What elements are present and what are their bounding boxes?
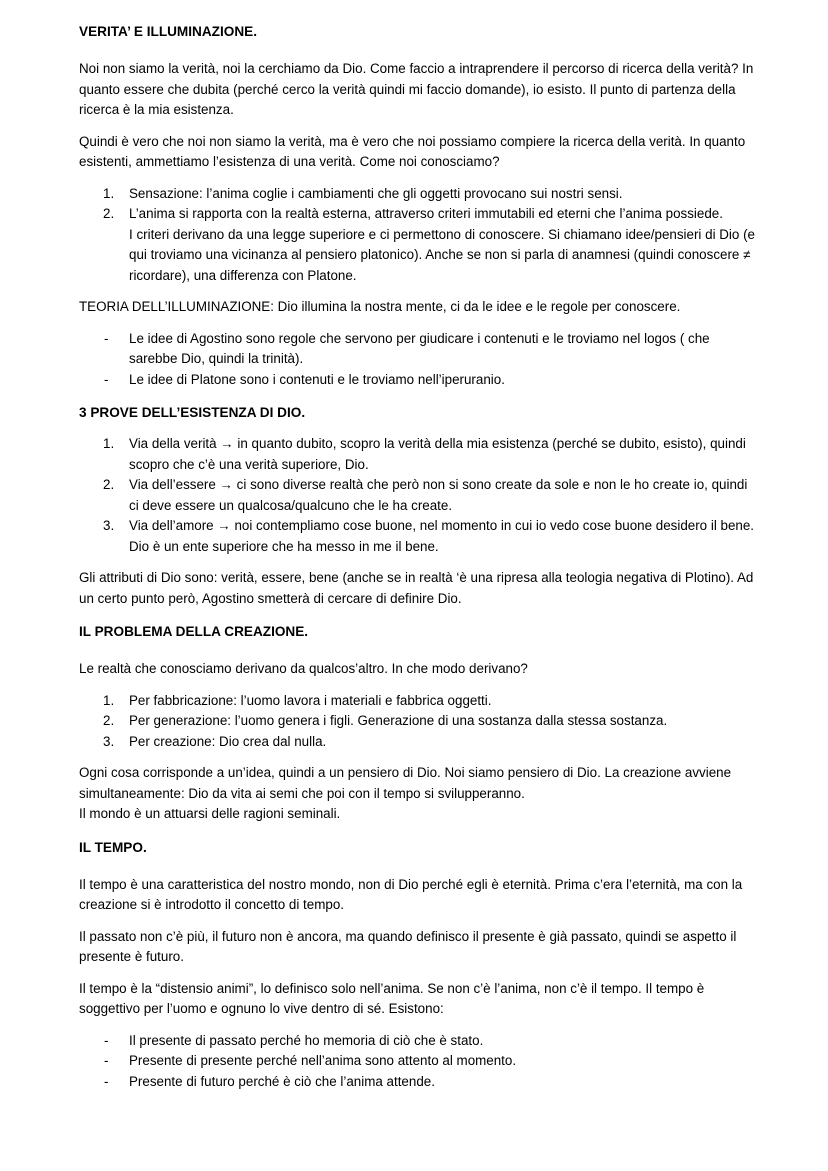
list-item xyxy=(79,732,759,753)
list-item-text: Presente di presente perché nell’anima sono attento al momento. xyxy=(129,1053,517,1068)
list-marker: 1. xyxy=(103,185,115,201)
list-marker: 2. xyxy=(103,206,115,221)
paragraph: TEORIA DELL’ILLUMINAZIONE: Dio illumina la nostra mente, ci da le idee e le regole per conoscere. xyxy=(79,299,681,314)
document-page xyxy=(79,22,759,1103)
list-item xyxy=(79,184,759,205)
list-item-text: Le idee di Agostino sono regole che servono per giudicare i contenuti e le troviamo nel logos ( che sarebbe Dio, quindi la trinità). xyxy=(129,330,710,366)
list-item-text: Sensazione: l’anima coglie i cambiamenti che gli oggetti provocano sui nostri sensi. xyxy=(129,185,623,201)
list-item xyxy=(79,370,759,391)
bullet-list xyxy=(79,1031,759,1093)
paragraph xyxy=(79,763,759,825)
list-item xyxy=(79,711,759,732)
list-item xyxy=(79,434,759,475)
list-item-text: Le idee di Platone sono i contenuti e le troviamo nell’iperuranio. xyxy=(129,371,505,387)
list-marker: 2. xyxy=(103,477,115,492)
list-item xyxy=(79,329,759,370)
list-item-text: L’anima si rapporta con la realtà esterna, attraverso criteri immutabili ed eterni che l’anima possiede. xyxy=(129,206,723,221)
list-marker: - xyxy=(104,1053,109,1068)
list-item-text: Via della verità → in quanto dubito, scopro la verità della mia esistenza (perché se dubito, esisto), quindi scopro che c’è una verità superiore, Dio. xyxy=(129,436,746,472)
list-item xyxy=(79,1072,759,1093)
section-title-verita: VERITA’ E ILLUMINAZIONE. xyxy=(79,24,257,39)
paragraph-line: Il mondo è un attuarsi delle ragioni seminali. xyxy=(79,806,341,821)
list-item-text: Via dell’essere → ci sono diverse realtà che però non si sono create da sole e non le ho create io, quindi ci deve essere un qualcosa/qualcuno che le ha create. xyxy=(129,477,748,513)
list-marker: 3. xyxy=(103,733,115,749)
list-item xyxy=(79,1031,759,1052)
paragraph: Il passato non c’è più, il futuro non è ancora, ma quando definisco il presente è già passato, quindi se aspetto il presente è futuro. xyxy=(79,928,737,964)
paragraph: Noi non siamo la verità, noi la cerchiamo da Dio. Come faccio a intraprendere il percorso di ricerca della verità? In quanto essere che dubita (perché cerco la verità quindi mi faccio domande), io esisto. Il punto di partenza della ricerca è la mia esistenza. xyxy=(79,61,754,117)
paragraph: Il tempo è la “distensio animi”, lo definisco solo nell’anima. Se non c’è l’anima, non c’è il tempo. Il tempo è soggettivo per l’uomo e ognuno lo vive dentro di sé. Esistono: xyxy=(79,980,705,1016)
list-marker: 3. xyxy=(103,518,115,533)
list-item xyxy=(79,516,759,557)
list-item-text: Il presente di passato perché ho memoria di ciò che è stato. xyxy=(129,1032,484,1048)
numbered-list xyxy=(79,434,759,557)
list-item-text: Per fabbricazione: l’uomo lavora i materiali e fabbrica oggetti. xyxy=(129,692,492,708)
paragraph: Il tempo è una caratteristica del nostro mondo, non di Dio perché egli è eternità. Prima c’era l’eternità, ma con la creazione si è introdotto il concetto di tempo. xyxy=(79,876,743,912)
numbered-list xyxy=(79,184,759,287)
section-title-tempo: IL TEMPO. xyxy=(79,839,147,855)
section-title-prove: 3 PROVE DELL’ESISTENZA DI DIO. xyxy=(79,405,306,420)
list-item xyxy=(79,204,759,286)
section-title-creazione: IL PROBLEMA DELLA CREAZIONE. xyxy=(79,624,309,639)
list-item-text: Per creazione: Dio crea dal nulla. xyxy=(129,733,327,749)
list-marker: 1. xyxy=(103,436,115,451)
numbered-list xyxy=(79,691,759,753)
list-marker: - xyxy=(104,371,109,387)
list-item-text: Via dell’amore → noi contempliamo cose buone, nel momento in cui io vedo cose buone desidero il bene. Dio è un ente superiore che ha messo in me il bene. xyxy=(129,518,755,554)
bullet-list xyxy=(79,329,759,391)
paragraph: Gli attributi di Dio sono: verità, essere, bene (anche se in realtà ‘è una ripresa alla teologia negativa di Plotino). Ad un certo punto però, Agostino smetterà di cercare di definire Dio. xyxy=(79,570,754,606)
list-item-subtext: I criteri derivano da una legge superiore e ci permettono di conoscere. Si chiamano idee/pensieri di Dio (e qui troviamo una vicinanza al pensiero platonico). Anche se non si parla di anamnesi (quindi conoscere ≠ ricordare), una differenza con Platone. xyxy=(129,226,755,283)
list-marker: 2. xyxy=(103,713,115,728)
list-marker: 1. xyxy=(103,692,115,708)
paragraph: Quindi è vero che noi non siamo la verità, ma è vero che noi possiamo compiere la ricerca della verità. In quanto esistenti, ammettiamo l’esistenza di una verità. Come noi conosciamo? xyxy=(79,133,746,169)
list-item xyxy=(79,691,759,712)
list-marker: - xyxy=(104,1032,109,1048)
list-item xyxy=(79,1051,759,1072)
list-marker: - xyxy=(104,1073,109,1089)
paragraph-line: Ogni cosa corrisponde a un’idea, quindi a un pensiero di Dio. Noi siamo pensiero di Dio. La creazione avviene simultaneamente: Dio da vita ai semi che poi con il tempo si svilupperanno. xyxy=(79,765,732,801)
list-item-text: Per generazione: l’uomo genera i figli. Generazione di una sostanza dalla stessa sostanza. xyxy=(129,713,668,728)
list-marker: - xyxy=(104,330,109,346)
list-item-text: Presente di futuro perché è ciò che l’anima attende. xyxy=(129,1073,435,1089)
list-item xyxy=(79,475,759,516)
paragraph: Le realtà che conosciamo derivano da qualcos’altro. In che modo derivano? xyxy=(79,661,528,676)
